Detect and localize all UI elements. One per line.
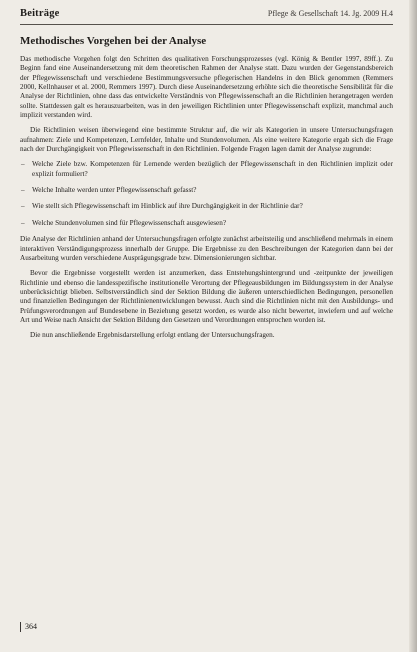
paragraph-method: Das methodische Vorgehen folgt den Schritten des qualitativen Forschungsprozesses (vgl. König & Bentler 1997, 89ff.). Zu Beginn fand eine Auseinandersetzung mit dem theoretischen Rahmen der Analyse statt. Dazu wurden der Gegenstandsbereich der Pflegewissenschaft und verschiedene Bestimmungsversuche pflegerischen Handelns in den Blick genommen (Remmers 2000, Kellnhauser et al. 2000, Remmers 1997). Durch diese Auseinandersetzung erhöhte sich die theoretische Sensibilität für die Analyse der Richtlinien, ohne dass das entwickelte Verständnis von Pflegewissenschaft an die Richtlinien herangetragen werden sollte. Stattdessen galt es herauszuarbeiten, was in den jeweiligen Richtlinien unter Pflegewissenschaft explizit, manchmal auch implizit verstanden wird. xyxy=(20,55,393,120)
page-number: 364 xyxy=(20,622,37,632)
section-label: Beiträge xyxy=(20,8,60,19)
paragraph-transition: Die nun anschließende Ergebnisdarstellung erfolgt entlang der Untersuchungsfragen. xyxy=(30,331,275,340)
journal-reference: Pflege & Gesellschaft 14. Jg. 2009 H.4 xyxy=(267,9,393,18)
research-questions-list xyxy=(20,160,393,228)
article-body xyxy=(20,35,393,347)
list-item: – Welche Inhalte werden unter Pflegewissenschaft gefasst? xyxy=(20,186,393,195)
paragraph-limitations: Bevor die Ergebnisse vorgestellt werden ist anzumerken, dass Entstehungshintergrund und -zeitpunkte der jeweiligen Richtlinie und ebenso die landesspezifische institutionelle Verortung der Pflegeausbildungen im Bildungssystem in der Analyse unberücksichtigt blieben. Selbstverständlich sind der Sektion Bildung die äußeren unterschiedlichen Bedingungen, personellen und finanziellen Bedingungen der Richtlinienentwicklungen bewusst. Auch sind die Richtlinien nicht mit den Ausbildungs- und Prüfungsverordnungen auf Bundesebene in Beziehung gesetzt worden, es wurde also nicht bewertet, inwiefern und auf welche Art und Weise nach Ansicht der Sektion Bildung den Gesetzen und Verordnungen entsprochen worden ist. xyxy=(20,269,393,324)
section-heading: Methodisches Vorgehen bei der Analyse xyxy=(20,35,207,47)
header-rule xyxy=(20,24,393,25)
running-header xyxy=(20,8,393,24)
list-item: – Wie stellt sich Pflegewissenschaft im Hinblick auf ihre Durchgängigkeit in der Richtlinie dar? xyxy=(20,202,393,211)
paragraph-analysis: Die Analyse der Richtlinien anhand der Untersuchungsfragen erfolgte zunächst arbeitsteilig und anschließend mehrmals in einem interaktiven Verständigungsprozess innerhalb der Gruppe. Die Ergebnisse zu den Beschreibungen der Kategorien dann bei der Ausarbeitung wurden verschiedene Ausprägungsgrade bzw. Dimensionierungen sichtbar. xyxy=(20,235,393,262)
list-item: – Welche Stundenvolumen sind für Pflegewissenschaft ausgewiesen? xyxy=(20,219,393,228)
paragraph-structure: Die Richtlinien weisen überwiegend eine bestimmte Struktur auf, die wir als Kategorien in unsere Untersuchungsfragen aufnahmen: Ziele und Kompetenzen, Lernfelder, Inhalte und Stundenvolumen. Als eine weitere Kategorie ergab sich die Frage nach der Durchgängigkeit von Pflegewissenschaft in den Richtlinien. Folgende Fragen lagen damit der Analyse zugrunde: xyxy=(20,126,393,154)
list-item: – Welche Ziele bzw. Kompetenzen für Lernende werden bezüglich der Pflegewissenschaft in den Richtlinien implizit oder explizit formuliert? xyxy=(20,160,393,179)
